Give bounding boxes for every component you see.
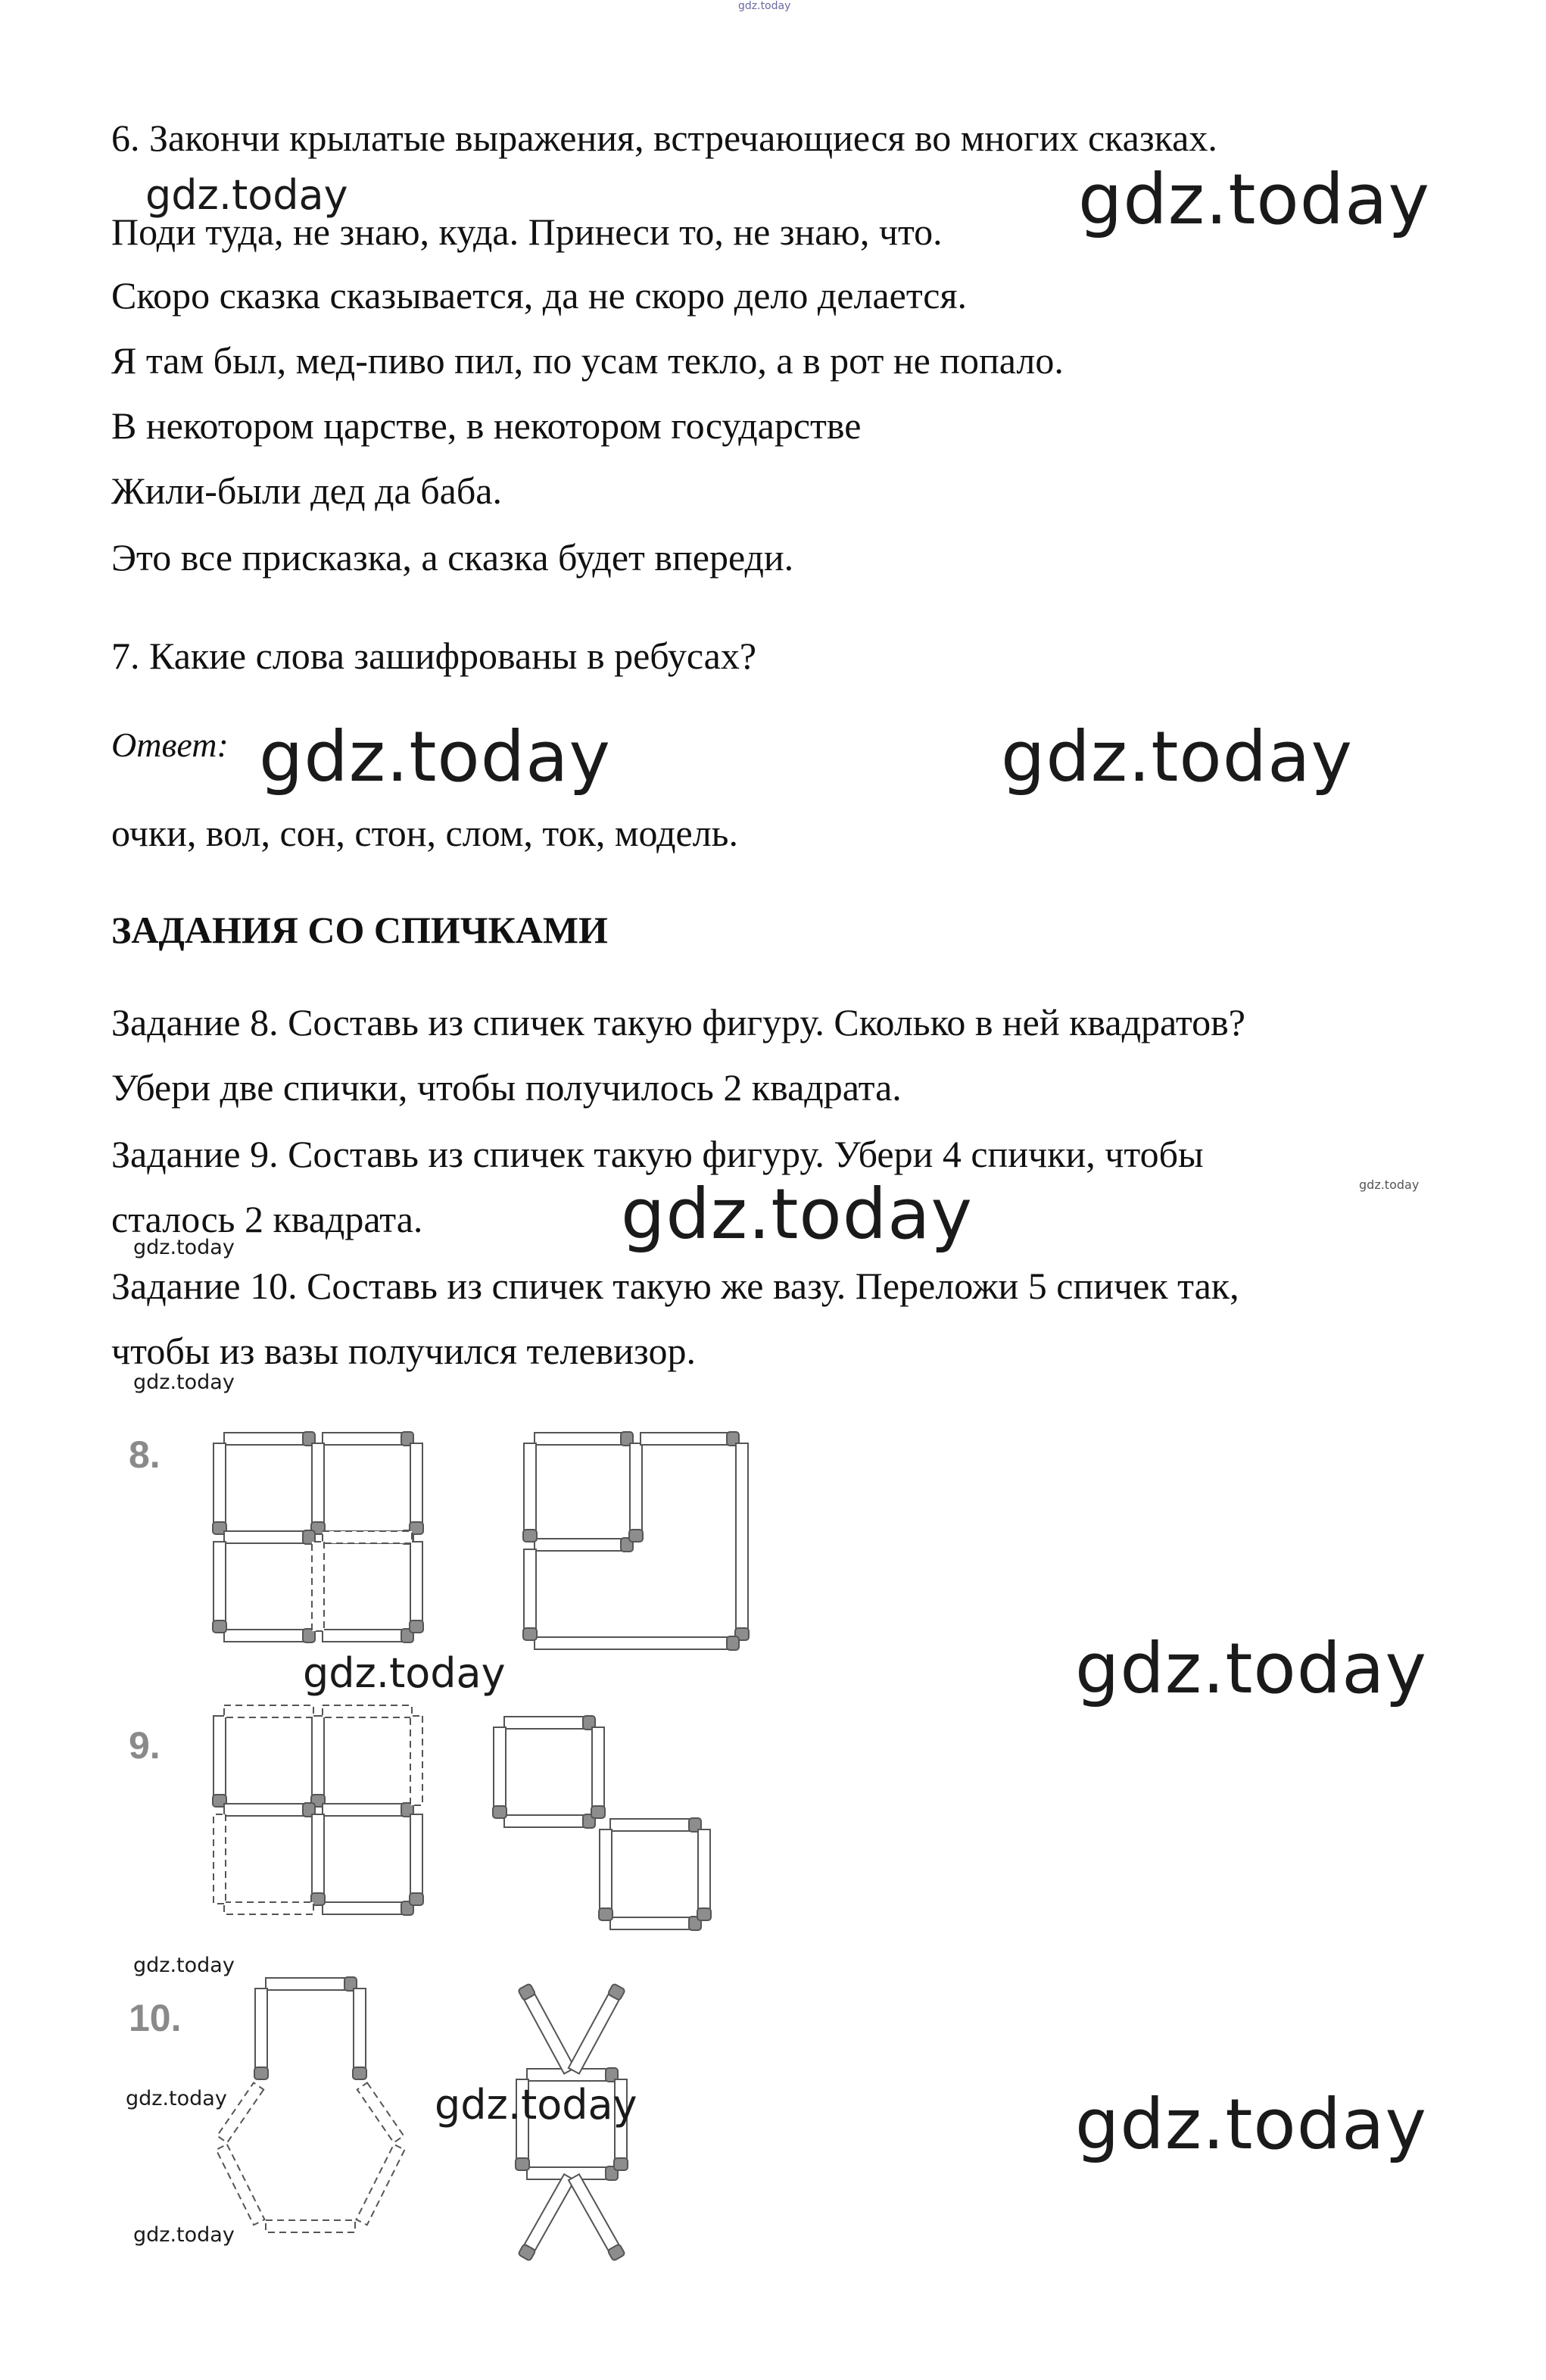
watermark: gdz.today <box>1359 1178 1420 1192</box>
figure-8-label: 8. <box>129 1433 161 1476</box>
fig9a-tr-right <box>410 1716 422 1805</box>
fig10a-shoulder-right <box>357 2082 404 2142</box>
fig9b-b-top <box>610 1818 701 1832</box>
fig9a-tl-top <box>224 1705 313 1717</box>
watermark: gdz.today <box>621 1174 973 1255</box>
fig8b-top2 <box>641 1432 739 1446</box>
fig9b-a-bottom <box>504 1814 595 1828</box>
watermark: gdz.today <box>133 1954 235 1977</box>
watermark: gdz.today <box>1075 1628 1427 1709</box>
fig8a-bl-bottom <box>224 1629 315 1642</box>
fig9a-tl-left <box>213 1716 226 1807</box>
fig8a-tl-top <box>224 1432 315 1446</box>
fig9b-a-right <box>591 1727 605 1818</box>
fig9b-b-right <box>697 1829 711 1920</box>
fig9a-bl-bottom <box>224 1902 313 1914</box>
fig10b-antenna-left <box>518 1983 575 2074</box>
fig8b-left2 <box>523 1549 537 1640</box>
fig9b-b-left <box>599 1829 612 1920</box>
fig9a-tr-left <box>311 1716 325 1807</box>
watermark: gdz.today <box>435 2081 637 2129</box>
task6-line-5: Жили-были дед да баба. <box>111 469 502 512</box>
fig8a-bl-left <box>213 1542 226 1633</box>
task7-answer: очки, вол, сон, стон, слом, ток, модель. <box>111 812 738 854</box>
fig9a-br-right <box>410 1814 423 1905</box>
fig8a-br-left <box>312 1542 324 1631</box>
fig9a-bl-top <box>224 1803 315 1817</box>
task6-title: 6. Закончи крылатые выражения, встречающиеся во многих сказках. <box>111 117 1217 159</box>
fig10b-antenna-right <box>568 1983 625 2074</box>
fig8b-right <box>735 1443 749 1640</box>
fig8a-tr-left <box>311 1443 325 1534</box>
task7-title: 7. Какие слова зашифрованы в ребусах? <box>111 635 757 677</box>
fig10a-bottom <box>266 2220 355 2232</box>
task8-line-2: Убери две спички, чтобы получилось 2 квадрата. <box>111 1066 902 1109</box>
task6-line-6: Это все присказка, а сказка будет впереди. <box>111 536 794 579</box>
fig10a-hip-right <box>357 2144 405 2225</box>
figure-10-label: 10. <box>129 1997 182 2039</box>
watermark: gdz.today <box>1001 716 1353 797</box>
task10-line-2: чтобы из вазы получился телевизор. <box>111 1330 696 1372</box>
task6-line-4: В некотором царстве, в некотором государстве <box>111 404 862 447</box>
watermark-top: gdz.today <box>738 0 791 12</box>
fig10a-neck-right <box>353 1989 366 2079</box>
watermark: gdz.today <box>133 2223 235 2247</box>
watermark: gdz.today <box>133 1236 235 1259</box>
fig8b-a-top <box>535 1432 633 1446</box>
fig8b-a-bottom <box>535 1538 633 1552</box>
fig8a-tl-left <box>213 1443 226 1534</box>
figure-9-label: 9. <box>129 1724 161 1767</box>
fig10a-hip-left <box>217 2144 265 2225</box>
fig8a-tr-right <box>410 1443 423 1534</box>
fig8a-bl-top <box>224 1530 315 1544</box>
task6-line-2: Скоро сказка сказывается, да не скоро дело делается. <box>111 274 967 317</box>
watermark: gdz.today <box>1075 2084 1427 2165</box>
fig9a-br-left <box>311 1814 325 1905</box>
task6-line-3: Я там был, мед-пиво пил, по усам текло, а в рот не попало. <box>111 339 1064 382</box>
fig10a-top <box>266 1977 357 1991</box>
fig9a-tr-top <box>323 1705 412 1717</box>
fig10b-leg-right <box>568 2174 625 2261</box>
watermark: gdz.today <box>133 1371 235 1394</box>
watermark: gdz.today <box>145 171 348 219</box>
fig9b-a-left <box>493 1727 507 1818</box>
fig9a-br-top <box>323 1803 413 1817</box>
task9-line-2: сталось 2 квадрата. <box>111 1198 423 1240</box>
fig8a-br-top <box>323 1531 412 1543</box>
fig9b-b-bottom <box>610 1917 701 1930</box>
fig8a-br-right <box>410 1542 423 1633</box>
task10-line-1: Задание 10. Составь из спичек такую же вазу. Переложи 5 спичек так, <box>111 1265 1239 1307</box>
fig9b-a-top <box>504 1716 595 1730</box>
fig8a-tr-top <box>323 1432 413 1446</box>
fig10b-leg-left <box>518 2174 575 2261</box>
watermark: gdz.today <box>126 2087 227 2110</box>
task8-line-1: Задание 8. Составь из спичек такую фигуру. Сколько в ней квадратов? <box>111 1001 1245 1043</box>
watermark: gdz.today <box>1078 159 1430 240</box>
watermark: gdz.today <box>303 1649 506 1697</box>
watermark: gdz.today <box>259 716 611 797</box>
fig8b-bottom <box>535 1636 739 1650</box>
fig8b-a-left <box>523 1443 537 1542</box>
fig8b-a-right <box>629 1443 643 1542</box>
fig9a-bl-left <box>214 1814 226 1904</box>
fig10a-neck-left <box>254 1989 268 2079</box>
task9-line-1: Задание 9. Составь из спичек такую фигуру. Убери 4 спички, чтобы <box>111 1133 1204 1175</box>
fig8a-br-bottom <box>323 1629 413 1642</box>
fig9a-br-bottom <box>323 1901 413 1915</box>
task6-line-1: Поди туда, не знаю, куда. Принеси то, не знаю, что. <box>111 211 943 253</box>
task7-answer-label: Ответ: <box>111 725 229 764</box>
section-heading: ЗАДАНИЯ СО СПИЧКАМИ <box>111 909 608 951</box>
